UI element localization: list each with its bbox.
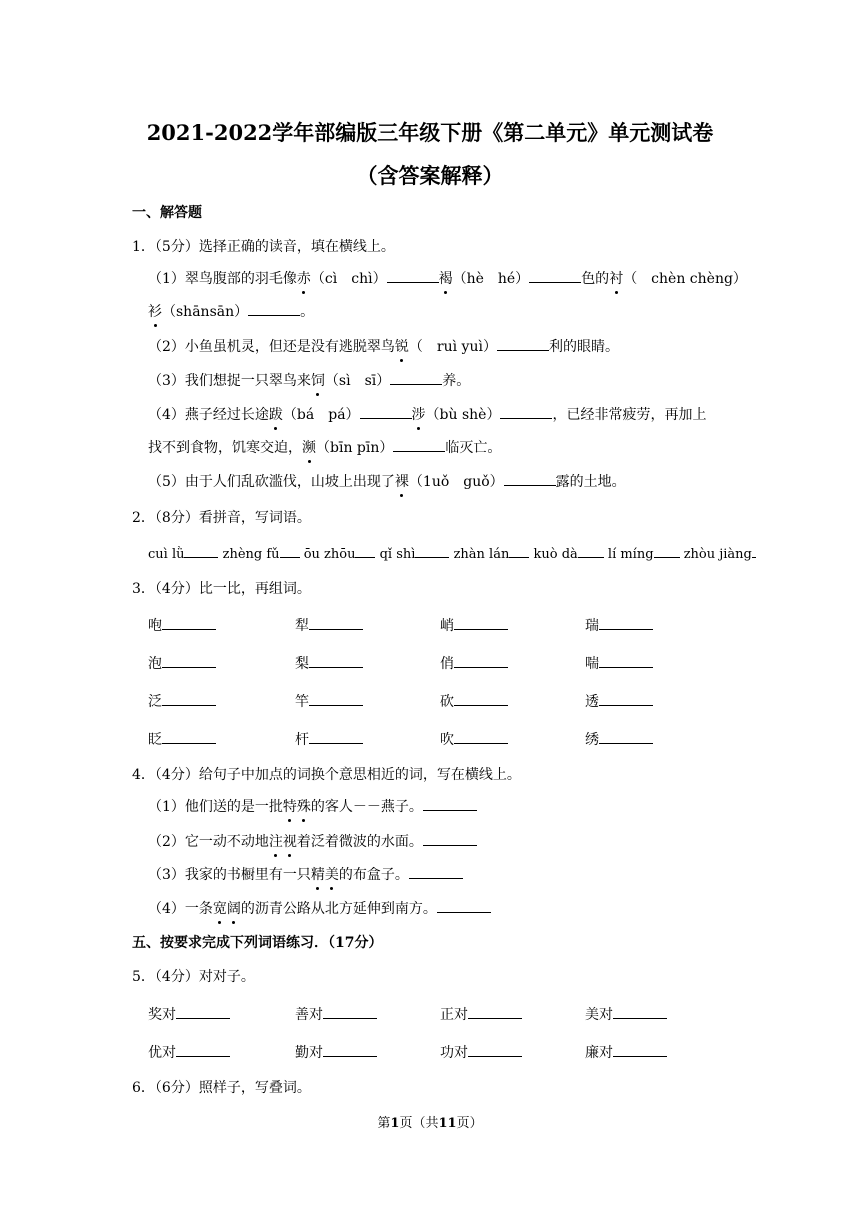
answer-blank[interactable] [423,796,477,811]
prompt: 正对 [440,1007,468,1023]
section-heading-5: 五、按要求完成下列词语练习．（17分） [132,935,383,951]
prompt: 优对 [148,1045,176,1061]
answer-blank[interactable] [599,691,653,706]
answer-blank[interactable] [599,615,653,630]
character: 俏 [440,656,454,672]
character: 吹 [440,732,454,748]
character: 眨 [148,732,162,748]
answer-blank[interactable] [468,1042,522,1057]
pinyin: ōu zhōu [303,547,356,562]
q5-cell [148,1042,230,1063]
answer-blank[interactable] [468,1004,522,1019]
answer-blank[interactable] [415,543,449,558]
character: 透 [585,694,599,710]
character: 喘 [585,656,599,672]
answer-blank[interactable] [613,1042,667,1057]
dotted-char: 视 [282,834,297,850]
q1-item-2 [148,336,619,357]
q3-cell [295,615,363,636]
prompt: 勤对 [295,1045,323,1061]
text: （3）我家的书橱里有一只 [148,867,311,883]
q4-heading: 4．（4分）给句子中加点的词换个意思相近的词，写在横线上。 [132,767,521,783]
q3-cell [585,653,653,674]
answer-blank[interactable] [509,543,529,558]
q3-cell [585,729,653,750]
answer-blank[interactable] [280,543,300,558]
answer-blank[interactable] [162,729,216,744]
text: 找不到食物，饥寒交迫， [148,440,302,456]
q3-cell [295,729,363,750]
q4-sentence-2 [148,831,477,852]
q5-heading: 5．（4分）对对子。 [132,969,255,985]
q5-cell [295,1004,377,1025]
answer-blank[interactable] [500,404,552,419]
pinyin-options: （shānsān） [162,304,249,320]
q1-item-1-cont [148,301,314,322]
answer-blank[interactable] [654,543,680,558]
q3-cell [585,691,653,712]
text: 的布盒子。 [338,867,409,883]
dotted-char: 饲 [310,373,325,389]
character: 竿 [295,694,309,710]
q1-item-4-cont [148,437,501,458]
footer-text: 页） [456,1116,483,1131]
answer-blank[interactable] [752,543,756,558]
answer-blank[interactable] [387,268,439,283]
dotted-char: 阔 [226,901,241,917]
q3-cell [440,691,508,712]
pinyin-options: （1uǒ guǒ） [408,474,504,490]
q1-item-4 [148,404,706,425]
q3-cell [295,691,363,712]
q3-heading: 3．（4分）比一比，再组词。 [132,581,311,597]
pinyin: zhòu jiàng [683,547,752,562]
q3-cell [148,729,216,750]
dotted-char: 宽 [212,901,227,917]
q4-sentence-1 [148,796,477,817]
answer-blank[interactable] [355,543,375,558]
character: 泡 [148,656,162,672]
text: （5）由于人们乱砍滥伐，山坡上出现了 [148,474,395,490]
text: 着泛着微波的水面。 [296,834,423,850]
answer-blank[interactable] [599,653,653,668]
character: 泛 [148,694,162,710]
prompt: 善对 [295,1007,323,1023]
page-number: 1 [390,1116,400,1131]
pinyin-options: （ ruì yuì） [408,339,497,355]
dotted-char: 裸 [394,474,409,490]
q3-cell [440,615,508,636]
text: 养。 [442,373,471,389]
answer-blank[interactable] [162,691,216,706]
pinyin: lí míng [607,547,654,562]
dotted-char: 跋 [268,407,283,423]
q3-cell [440,729,508,750]
answer-blank[interactable] [423,831,477,846]
dotted-char: 衬 [609,271,624,287]
q3-cell [148,691,216,712]
pinyin: kuò dà [533,547,578,562]
q3-cell [295,653,363,674]
prompt: 功对 [440,1045,468,1061]
answer-blank[interactable] [409,864,463,879]
section-heading-1: 一、解答题 [132,205,202,221]
prompt: 廉对 [585,1045,613,1061]
text: 的沥青公路从北方延伸到南方。 [240,901,437,917]
character: 绣 [585,732,599,748]
page-footer [0,1112,860,1131]
dotted-char: 赤 [296,271,311,287]
q5-cell [148,1004,230,1025]
answer-blank[interactable] [323,1042,377,1057]
pinyin: zhàn lán [453,547,510,562]
character: 砍 [440,694,454,710]
answer-blank[interactable] [437,898,491,913]
dotted-char: 锐 [394,339,409,355]
dotted-char: 衫 [148,304,162,320]
answer-blank[interactable] [162,615,216,630]
q4-sentence-3 [148,864,463,885]
character: 咆 [148,618,162,634]
answer-blank[interactable] [323,1004,377,1019]
dotted-char: 褐 [438,271,453,287]
pinyin-options: （cì chì） [310,271,387,287]
q5-cell [585,1004,667,1025]
answer-blank[interactable] [529,268,581,283]
q5-cell [440,1004,522,1025]
answer-blank[interactable] [613,1004,667,1019]
q1-item-1 [148,268,747,289]
text: （2）它一动不动地 [148,834,269,850]
text: 。 [300,304,315,320]
answer-blank[interactable] [360,404,412,419]
answer-blank[interactable] [176,1004,230,1019]
text: 色的 [581,271,610,287]
character: 瑞 [585,618,599,634]
title-line-1: 2021-2022学年部编版三年级下册《第二单元》单元测试卷 [146,120,714,145]
q3-cell [585,615,653,636]
answer-blank[interactable] [309,691,363,706]
q2-pinyin-line [148,543,756,565]
q5-cell [295,1042,377,1063]
q2-heading: 2．（8分）看拼音，写词语。 [132,510,311,526]
q6-heading: 6．（6分）照样子，写叠词。 [132,1080,311,1096]
text: ，已经非常疲劳，再加上 [552,407,707,423]
q3-cell [148,615,216,636]
dotted-char: 殊 [296,799,311,815]
text: 的客人－－燕子。 [310,799,423,815]
answer-blank[interactable] [578,543,604,558]
text: 利的眼睛。 [548,339,619,355]
pinyin-options: （sì sī） [324,373,391,389]
footer-text: 第 [377,1116,391,1131]
answer-blank[interactable] [393,437,445,452]
pinyin-options: （bá pá） [282,407,360,423]
q1-item-3 [148,370,470,391]
text: （4）一条 [148,901,213,917]
answer-blank[interactable] [390,370,442,385]
text: （1）他们送的是一批 [148,799,283,815]
pinyin: cuì lǜ [148,547,185,562]
q5-cell [440,1042,522,1063]
prompt: 奖对 [148,1007,176,1023]
prompt: 美对 [585,1007,613,1023]
pinyin: zhèng fǔ [222,547,280,562]
character: 犁 [295,618,309,634]
dotted-char: 精 [310,867,325,883]
answer-blank[interactable] [309,653,363,668]
answer-blank[interactable] [248,301,300,316]
dotted-char: 注 [268,834,283,850]
q3-cell [440,653,508,674]
q1-item-5 [148,471,626,492]
text: （4）燕子经过长途 [148,407,269,423]
character: 峭 [440,618,454,634]
answer-blank[interactable] [176,1042,230,1057]
q1-heading: 1．（5分）选择正确的读音，填在横线上。 [132,239,395,255]
dotted-char: 涉 [411,407,426,423]
page-total: 11 [438,1116,457,1131]
q4-sentence-4 [148,898,491,919]
answer-blank[interactable] [454,691,508,706]
text: 露的土地。 [555,474,626,490]
answer-blank[interactable] [454,729,508,744]
title-line-2: （含答案解释） [356,163,504,188]
dotted-char: 特 [282,799,297,815]
answer-blank[interactable] [497,336,549,351]
dotted-char: 濒 [302,440,316,456]
answer-blank[interactable] [454,653,508,668]
answer-blank[interactable] [162,653,216,668]
pinyin: qǐ shì [379,547,416,562]
answer-blank[interactable] [309,729,363,744]
character: 杆 [295,732,309,748]
text: （2）小鱼虽机灵，但还是没有逃脱翠鸟 [148,339,395,355]
character: 梨 [295,656,309,672]
text: 临灭亡。 [445,440,502,456]
answer-blank[interactable] [184,543,218,558]
answer-blank[interactable] [454,615,508,630]
footer-text: 页（共 [399,1116,439,1131]
pinyin-options: （ chèn chèng） [623,271,747,287]
pinyin-options: （bīn pīn） [316,440,394,456]
answer-blank[interactable] [504,471,556,486]
dotted-char: 美 [324,867,339,883]
answer-blank[interactable] [309,615,363,630]
q5-cell [585,1042,667,1063]
answer-blank[interactable] [599,729,653,744]
text: （1）翠鸟腹部的羽毛像 [148,271,297,287]
pinyin-options: （bù shè） [425,407,501,423]
pinyin-options: （hè hé） [452,271,530,287]
text: （3）我们想捉一只翠鸟来 [148,373,311,389]
q3-cell [148,653,216,674]
